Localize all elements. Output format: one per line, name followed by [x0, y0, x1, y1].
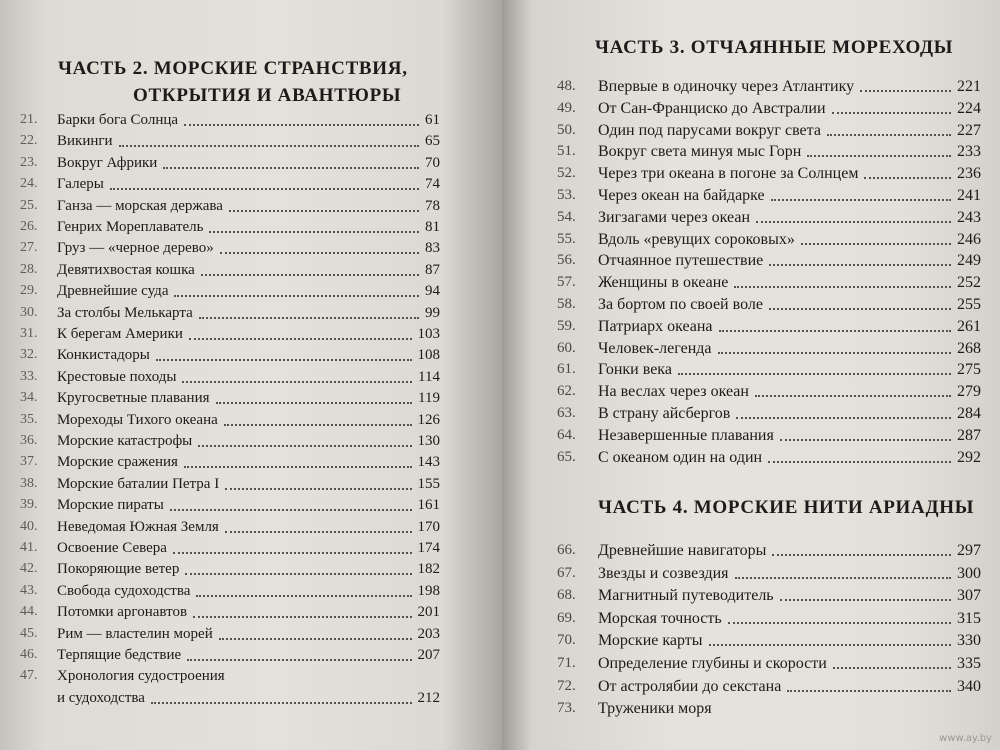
- toc-entry-title: Галеры: [57, 176, 104, 193]
- toc-entry-page-number: 300: [957, 564, 981, 582]
- toc-entry-title: Морские пираты: [57, 497, 164, 514]
- toc-dot-leader: [780, 439, 951, 441]
- toc-entry-title: Вокруг света минуя мыс Горн: [598, 143, 802, 161]
- toc-entry-title: Один под парусами вокруг света: [598, 121, 821, 139]
- toc-entry: [20, 519, 440, 541]
- toc-entry-number: 56.: [557, 252, 576, 269]
- toc-entry-page-number: 268: [957, 339, 981, 357]
- toc-entry-page-number: 275: [957, 361, 981, 379]
- toc-entry-page-number: 335: [957, 655, 981, 672]
- toc-entry-page-number: 307: [957, 587, 981, 605]
- toc-entry: [557, 100, 981, 122]
- toc-entry-title: Груз — «черное дерево»: [57, 240, 214, 257]
- toc-dot-leader: [756, 221, 951, 223]
- toc-entry-number: 49.: [557, 99, 576, 116]
- toc-entry-page-number: 292: [957, 448, 981, 466]
- part3-heading: ЧАСТЬ 3. ОТЧАЯННЫЕ МОРЕХОДЫ: [595, 37, 954, 58]
- toc-entry-number: 24.: [20, 176, 38, 192]
- toc-entry-page-number: 246: [957, 230, 981, 248]
- toc-entry-number: 54.: [557, 208, 576, 225]
- toc-dot-leader: [229, 210, 419, 212]
- toc-entry: [557, 587, 981, 609]
- toc-entry-title: К берегам Америки: [57, 326, 183, 342]
- toc-entry-title: Древнейшие навигаторы: [598, 542, 767, 559]
- toc-entry-number: 71.: [557, 655, 576, 671]
- toc-dot-leader: [151, 702, 412, 704]
- toc-entry: [20, 604, 440, 626]
- toc-entry-page-number: 207: [417, 647, 440, 663]
- toc-dot-leader: [110, 188, 419, 190]
- toc-entry: [557, 427, 981, 449]
- toc-entry-number: 64.: [557, 426, 576, 443]
- toc-entry: [557, 678, 981, 700]
- toc-dot-leader: [224, 424, 412, 426]
- toc-entry-title: Труженики моря: [598, 700, 712, 718]
- toc-dot-leader: [709, 644, 951, 646]
- toc-dot-leader: [184, 124, 419, 126]
- toc-dot-leader: [170, 509, 412, 511]
- toc-dot-leader: [174, 295, 419, 297]
- toc-entry-number: 32.: [20, 347, 38, 363]
- toc-entry: [557, 361, 981, 383]
- toc-entry-number: 50.: [557, 121, 576, 138]
- toc-entry: [20, 412, 440, 434]
- toc-dot-leader: [199, 317, 419, 319]
- toc-entry-number: 23.: [20, 154, 38, 170]
- toc-entry: [20, 176, 440, 198]
- toc-dot-leader: [156, 359, 412, 361]
- toc-entry: [557, 209, 981, 231]
- toc-entry-number: 43.: [20, 582, 38, 598]
- toc-entry-title: Через океан на байдарке: [598, 187, 765, 204]
- toc-entry-title: Отчаянное путешествие: [598, 252, 764, 270]
- toc-entry-page-number: 155: [417, 475, 440, 492]
- toc-entry-title: Зигзагами через океан: [598, 208, 751, 226]
- toc-entry-number: 39.: [20, 497, 38, 513]
- toc-entry-number: 41.: [20, 540, 38, 555]
- toc-dot-leader: [787, 690, 951, 692]
- toc-entry-number: 61.: [557, 361, 576, 378]
- toc-entry-title: Викинги: [57, 133, 113, 150]
- toc-entry-title: Конкистадоры: [57, 347, 150, 364]
- toc-entry: [557, 383, 981, 405]
- toc-entry-page-number: 65: [425, 133, 440, 150]
- toc-entry-title: От Сан-Франциско до Австралии: [598, 99, 826, 117]
- toc-entry-title: Потомки аргонавтов: [57, 604, 188, 621]
- toc-dot-leader: [119, 145, 419, 147]
- toc-dot-leader: [864, 177, 951, 179]
- toc-entry: [557, 542, 981, 564]
- toc-entry-page-number: 182: [417, 561, 440, 578]
- toc-entry-title: Морская точность: [598, 609, 722, 627]
- toc-entry-number: 57.: [557, 274, 576, 291]
- part2-heading-line2: ОТКРЫТИЯ И АВАНТЮРЫ: [133, 85, 402, 106]
- toc-entry-title: За бортом по своей воле: [598, 296, 763, 313]
- toc-entry: [20, 133, 440, 155]
- toc-dot-leader: [201, 274, 419, 276]
- toc-dot-leader: [209, 231, 419, 233]
- toc-entry: [557, 405, 981, 427]
- toc-dot-leader: [185, 573, 411, 575]
- toc-entry-page-number: 243: [957, 208, 981, 226]
- toc-entry: [20, 198, 440, 220]
- watermark: www.ay.by: [939, 733, 992, 744]
- toc-dot-leader: [219, 638, 412, 640]
- toc-entry-number: 72.: [557, 677, 576, 694]
- toc-entry-page-number: 161: [417, 497, 440, 514]
- toc-entry-number: 52.: [557, 165, 576, 182]
- toc-entry-title-continuation: и судоходства: [57, 689, 145, 706]
- toc-entry: [20, 262, 440, 284]
- toc-entry-page-number: 114: [418, 368, 440, 385]
- toc-entry-page-number: 252: [957, 274, 981, 292]
- toc-entry: [20, 369, 440, 391]
- toc-entry-page-number: 130: [417, 433, 440, 449]
- toc-entry-page-number: 99: [425, 304, 440, 321]
- toc-entry-number: 29.: [20, 283, 38, 299]
- toc-entry-page-number: 203: [417, 625, 440, 642]
- right-page: [502, 0, 1000, 750]
- toc-entry-page-number: 61: [425, 112, 440, 128]
- toc-entry-page-number: 126: [417, 411, 440, 428]
- toc-entry: [557, 610, 981, 632]
- toc-entry: [20, 583, 440, 605]
- toc-entry-number: 27.: [20, 240, 38, 256]
- toc-entry: [20, 626, 440, 648]
- toc-dot-leader: [827, 134, 951, 136]
- part4-heading: ЧАСТЬ 4. МОРСКИЕ НИТИ АРИАДНЫ: [598, 497, 975, 518]
- toc-entry-title: На веслах через океан: [598, 383, 749, 401]
- toc-entry-page-number: 170: [417, 518, 440, 535]
- toc-entry-number: 37.: [20, 454, 38, 470]
- toc-entry: [557, 318, 981, 340]
- toc-entry-page-number: 249: [957, 252, 981, 270]
- toc-entry: [20, 155, 440, 177]
- toc-entry-page-number: 261: [957, 317, 981, 335]
- toc-entry: [20, 112, 440, 134]
- toc-entry-title: Терпящие бедствие: [57, 647, 182, 663]
- toc-entry-page-number: 241: [957, 187, 981, 204]
- toc-entry-title: Через три океана в погоне за Солнцем: [598, 165, 859, 183]
- toc-dot-leader: [184, 466, 412, 468]
- toc-entry-number: 68.: [557, 587, 576, 604]
- toc-entry-number: 48.: [557, 78, 576, 94]
- toc-entry: [557, 274, 981, 296]
- toc-dot-leader: [187, 659, 411, 661]
- toc-entry: [20, 240, 440, 262]
- toc-entry: [20, 390, 440, 412]
- toc-entry-title: Покоряющие ветер: [57, 561, 180, 578]
- toc-entry-number: 46.: [20, 647, 38, 662]
- toc-entry: [20, 454, 440, 476]
- toc-entry: [20, 219, 440, 241]
- toc-entry-number: 31.: [20, 326, 38, 341]
- toc-entry-number: 34.: [20, 390, 38, 406]
- toc-entry-title: Впервые в одиночку через Атлантику: [598, 78, 855, 95]
- toc-entry-page-number: 198: [417, 582, 440, 599]
- toc-entry-number: 51.: [557, 143, 576, 160]
- toc-entry-page-number: 103: [417, 326, 440, 342]
- toc-dot-leader: [768, 461, 951, 463]
- toc-entry-title: Барки бога Солнца: [57, 112, 179, 128]
- toc-entry: [557, 78, 981, 100]
- toc-dot-leader: [833, 667, 951, 669]
- toc-dot-leader: [198, 445, 411, 447]
- toc-entry-number: 63.: [557, 405, 576, 421]
- toc-entry-page-number: 330: [957, 632, 981, 650]
- toc-dot-leader: [193, 616, 411, 618]
- toc-entry-page-number: 221: [957, 78, 981, 95]
- toc-entry-page-number: 224: [957, 99, 981, 117]
- toc-entry-page-number: 201: [417, 604, 440, 621]
- toc-entry: [557, 231, 981, 253]
- toc-dot-leader: [196, 595, 411, 597]
- toc-entry-page-number: 255: [957, 296, 981, 313]
- toc-dot-leader: [772, 554, 951, 556]
- toc-entry-page-number: 74: [425, 176, 440, 193]
- toc-entry-number: 47.: [20, 668, 38, 684]
- toc-entry: [20, 647, 440, 669]
- toc-entry: [557, 122, 981, 144]
- toc-entry-title: Морские карты: [598, 632, 703, 650]
- toc-entry: [20, 283, 440, 305]
- toc-entry-page-number: 297: [957, 542, 981, 559]
- toc-entry-title: Хронология судостроения: [57, 668, 225, 685]
- toc-entry-title: Свобода судоходства: [57, 582, 191, 599]
- toc-entry-page-number: 340: [957, 677, 981, 695]
- toc-entry: [20, 305, 440, 327]
- toc-entry-page-number: 83: [425, 240, 440, 257]
- toc-entry-page-number: 315: [957, 609, 981, 627]
- toc-entry-number: 65.: [557, 448, 576, 465]
- toc-entry-number: 73.: [557, 700, 576, 717]
- toc-entry-title: Женщины в океане: [598, 274, 729, 292]
- toc-entry-number: 60.: [557, 339, 576, 356]
- toc-entry-number: 26.: [20, 219, 38, 234]
- toc-entry: [20, 326, 440, 348]
- toc-entry: [557, 165, 981, 187]
- toc-entry: [557, 143, 981, 165]
- toc-entry-number: 66.: [557, 542, 576, 558]
- toc-entry: [20, 668, 440, 706]
- toc-dot-leader: [173, 552, 412, 554]
- toc-entry: [557, 700, 981, 722]
- toc-entry-page-number: 108: [417, 347, 440, 364]
- toc-entry-page-number: 70: [425, 154, 440, 171]
- toc-entry-number: 35.: [20, 411, 38, 427]
- part2-heading-line1: ЧАСТЬ 2. МОРСКИЕ СТРАНСТВИЯ,: [58, 58, 408, 79]
- toc-entry-number: 30.: [20, 304, 38, 320]
- toc-dot-leader: [189, 338, 412, 340]
- toc-entry-title: Человек-легенда: [598, 339, 712, 357]
- toc-entry-title: Освоение Севера: [57, 540, 167, 556]
- toc-entry-title: Ганза — морская держава: [57, 197, 223, 214]
- toc-dot-leader: [769, 264, 951, 266]
- toc-entry-number: 67.: [557, 564, 576, 581]
- toc-entry-page-number: 287: [957, 426, 981, 444]
- toc-entry-page-number: 174: [417, 540, 440, 556]
- toc-dot-leader: [718, 352, 952, 354]
- toc-entry-title: Вдоль «ревущих сороковых»: [598, 230, 795, 248]
- toc-dot-leader: [163, 167, 419, 169]
- toc-dot-leader: [719, 330, 951, 332]
- toc-dot-leader: [801, 243, 951, 245]
- toc-entry-title: С океаном один на один: [598, 448, 763, 466]
- toc-entry: [20, 347, 440, 369]
- toc-entry-page-number: 236: [957, 165, 981, 183]
- toc-entry-title: Крестовые походы: [57, 368, 177, 385]
- toc-entry-page-number: 143: [417, 454, 440, 471]
- toc-entry-title: Звезды и созвездия: [598, 564, 729, 582]
- toc-entry-number: 40.: [20, 518, 38, 534]
- toc-dot-leader: [735, 577, 951, 579]
- toc-entry-title: За столбы Мелькарта: [57, 304, 193, 321]
- toc-dot-leader: [728, 622, 951, 624]
- toc-entry-number: 69.: [557, 609, 576, 626]
- toc-entry-title: Древнейшие суда: [57, 283, 169, 300]
- toc-entry-number: 62.: [557, 383, 576, 400]
- toc-entry-title: Кругосветные плавания: [57, 390, 210, 407]
- toc-dot-leader: [678, 373, 951, 375]
- toc-dot-leader: [769, 308, 951, 310]
- toc-entry: [557, 655, 981, 677]
- toc-entry-title: Генрих Мореплаватель: [57, 219, 204, 235]
- toc-dot-leader: [780, 599, 951, 601]
- toc-entry-title: Патриарх океана: [598, 317, 713, 335]
- toc-entry-title: Морские катастрофы: [57, 433, 193, 449]
- toc-entry-title: Морские баталии Петра I: [57, 475, 220, 492]
- toc-dot-leader: [860, 90, 951, 92]
- toc-dot-leader: [734, 286, 951, 288]
- toc-entry-number: 21.: [20, 112, 38, 127]
- toc-entry-number: 38.: [20, 475, 38, 491]
- toc-entry: [20, 540, 440, 562]
- toc-dot-leader: [755, 395, 951, 397]
- toc-entry: [20, 433, 440, 455]
- toc-entry-number: 59.: [557, 317, 576, 334]
- toc-entry: [557, 252, 981, 274]
- toc-entry-title: Вокруг Африки: [57, 154, 158, 171]
- toc-dot-leader: [225, 531, 412, 533]
- toc-entry-page-number: 279: [957, 383, 981, 401]
- toc-entry: [557, 340, 981, 362]
- toc-dot-leader: [736, 417, 951, 419]
- toc-entry-page-number: 78: [425, 197, 440, 214]
- toc-entry-number: 55.: [557, 230, 576, 247]
- toc-entry-page-number: 284: [957, 405, 981, 422]
- toc-entry-page-number: 212: [417, 689, 440, 706]
- toc-entry-number: 33.: [20, 368, 38, 384]
- toc-dot-leader: [220, 252, 419, 254]
- toc-entry-title: Магнитный путеводитель: [598, 587, 774, 605]
- toc-entry-title: Гонки века: [598, 361, 672, 379]
- toc-entry-number: 53.: [557, 187, 576, 203]
- toc-entry-title: Мореходы Тихого океана: [57, 411, 218, 428]
- toc-entry-number: 28.: [20, 261, 38, 277]
- toc-entry-page-number: 94: [425, 283, 440, 300]
- toc-entry-number: 22.: [20, 133, 38, 149]
- toc-entry: [557, 296, 981, 318]
- toc-entry-title: От астролябии до секстана: [598, 677, 782, 695]
- toc-entry-page-number: 119: [418, 390, 440, 407]
- toc-entry-title: В страну айсбергов: [598, 405, 731, 422]
- toc-entry-number: 58.: [557, 296, 576, 312]
- toc-dot-leader: [807, 155, 951, 157]
- toc-dot-leader: [771, 199, 951, 201]
- toc-entry-title: Определение глубины и скорости: [598, 655, 827, 672]
- toc-dot-leader: [182, 381, 412, 383]
- toc-entry-number: 25.: [20, 197, 38, 213]
- toc-dot-leader: [216, 402, 413, 404]
- toc-entry-page-number: 87: [425, 261, 440, 278]
- toc-entry-number: 45.: [20, 625, 38, 641]
- toc-entry-number: 70.: [557, 632, 576, 649]
- toc-entry-page-number: 81: [425, 219, 440, 235]
- toc-entry-title: Незавершенные плавания: [598, 426, 774, 444]
- toc-entry: [557, 565, 981, 587]
- toc-entry: [557, 632, 981, 654]
- toc-entry: [20, 561, 440, 583]
- toc-entry-title: Морские сражения: [57, 454, 178, 471]
- toc-entry-title: Неведомая Южная Земля: [57, 518, 219, 535]
- toc-entry: [557, 449, 981, 471]
- toc-entry: [557, 187, 981, 209]
- toc-entry-number: 36.: [20, 433, 38, 448]
- toc-entry: [20, 476, 440, 498]
- toc-entry-page-number: 227: [957, 121, 981, 139]
- toc-dot-leader: [832, 112, 952, 114]
- toc-dot-leader: [225, 488, 411, 490]
- toc-entry-title: Девятихвостая кошка: [57, 261, 195, 278]
- toc-entry: [20, 497, 440, 519]
- toc-entry-number: 42.: [20, 561, 38, 577]
- toc-entry-title: Рим — властелин морей: [57, 625, 213, 642]
- toc-entry-page-number: 233: [957, 143, 981, 161]
- toc-entry-number: 44.: [20, 604, 38, 620]
